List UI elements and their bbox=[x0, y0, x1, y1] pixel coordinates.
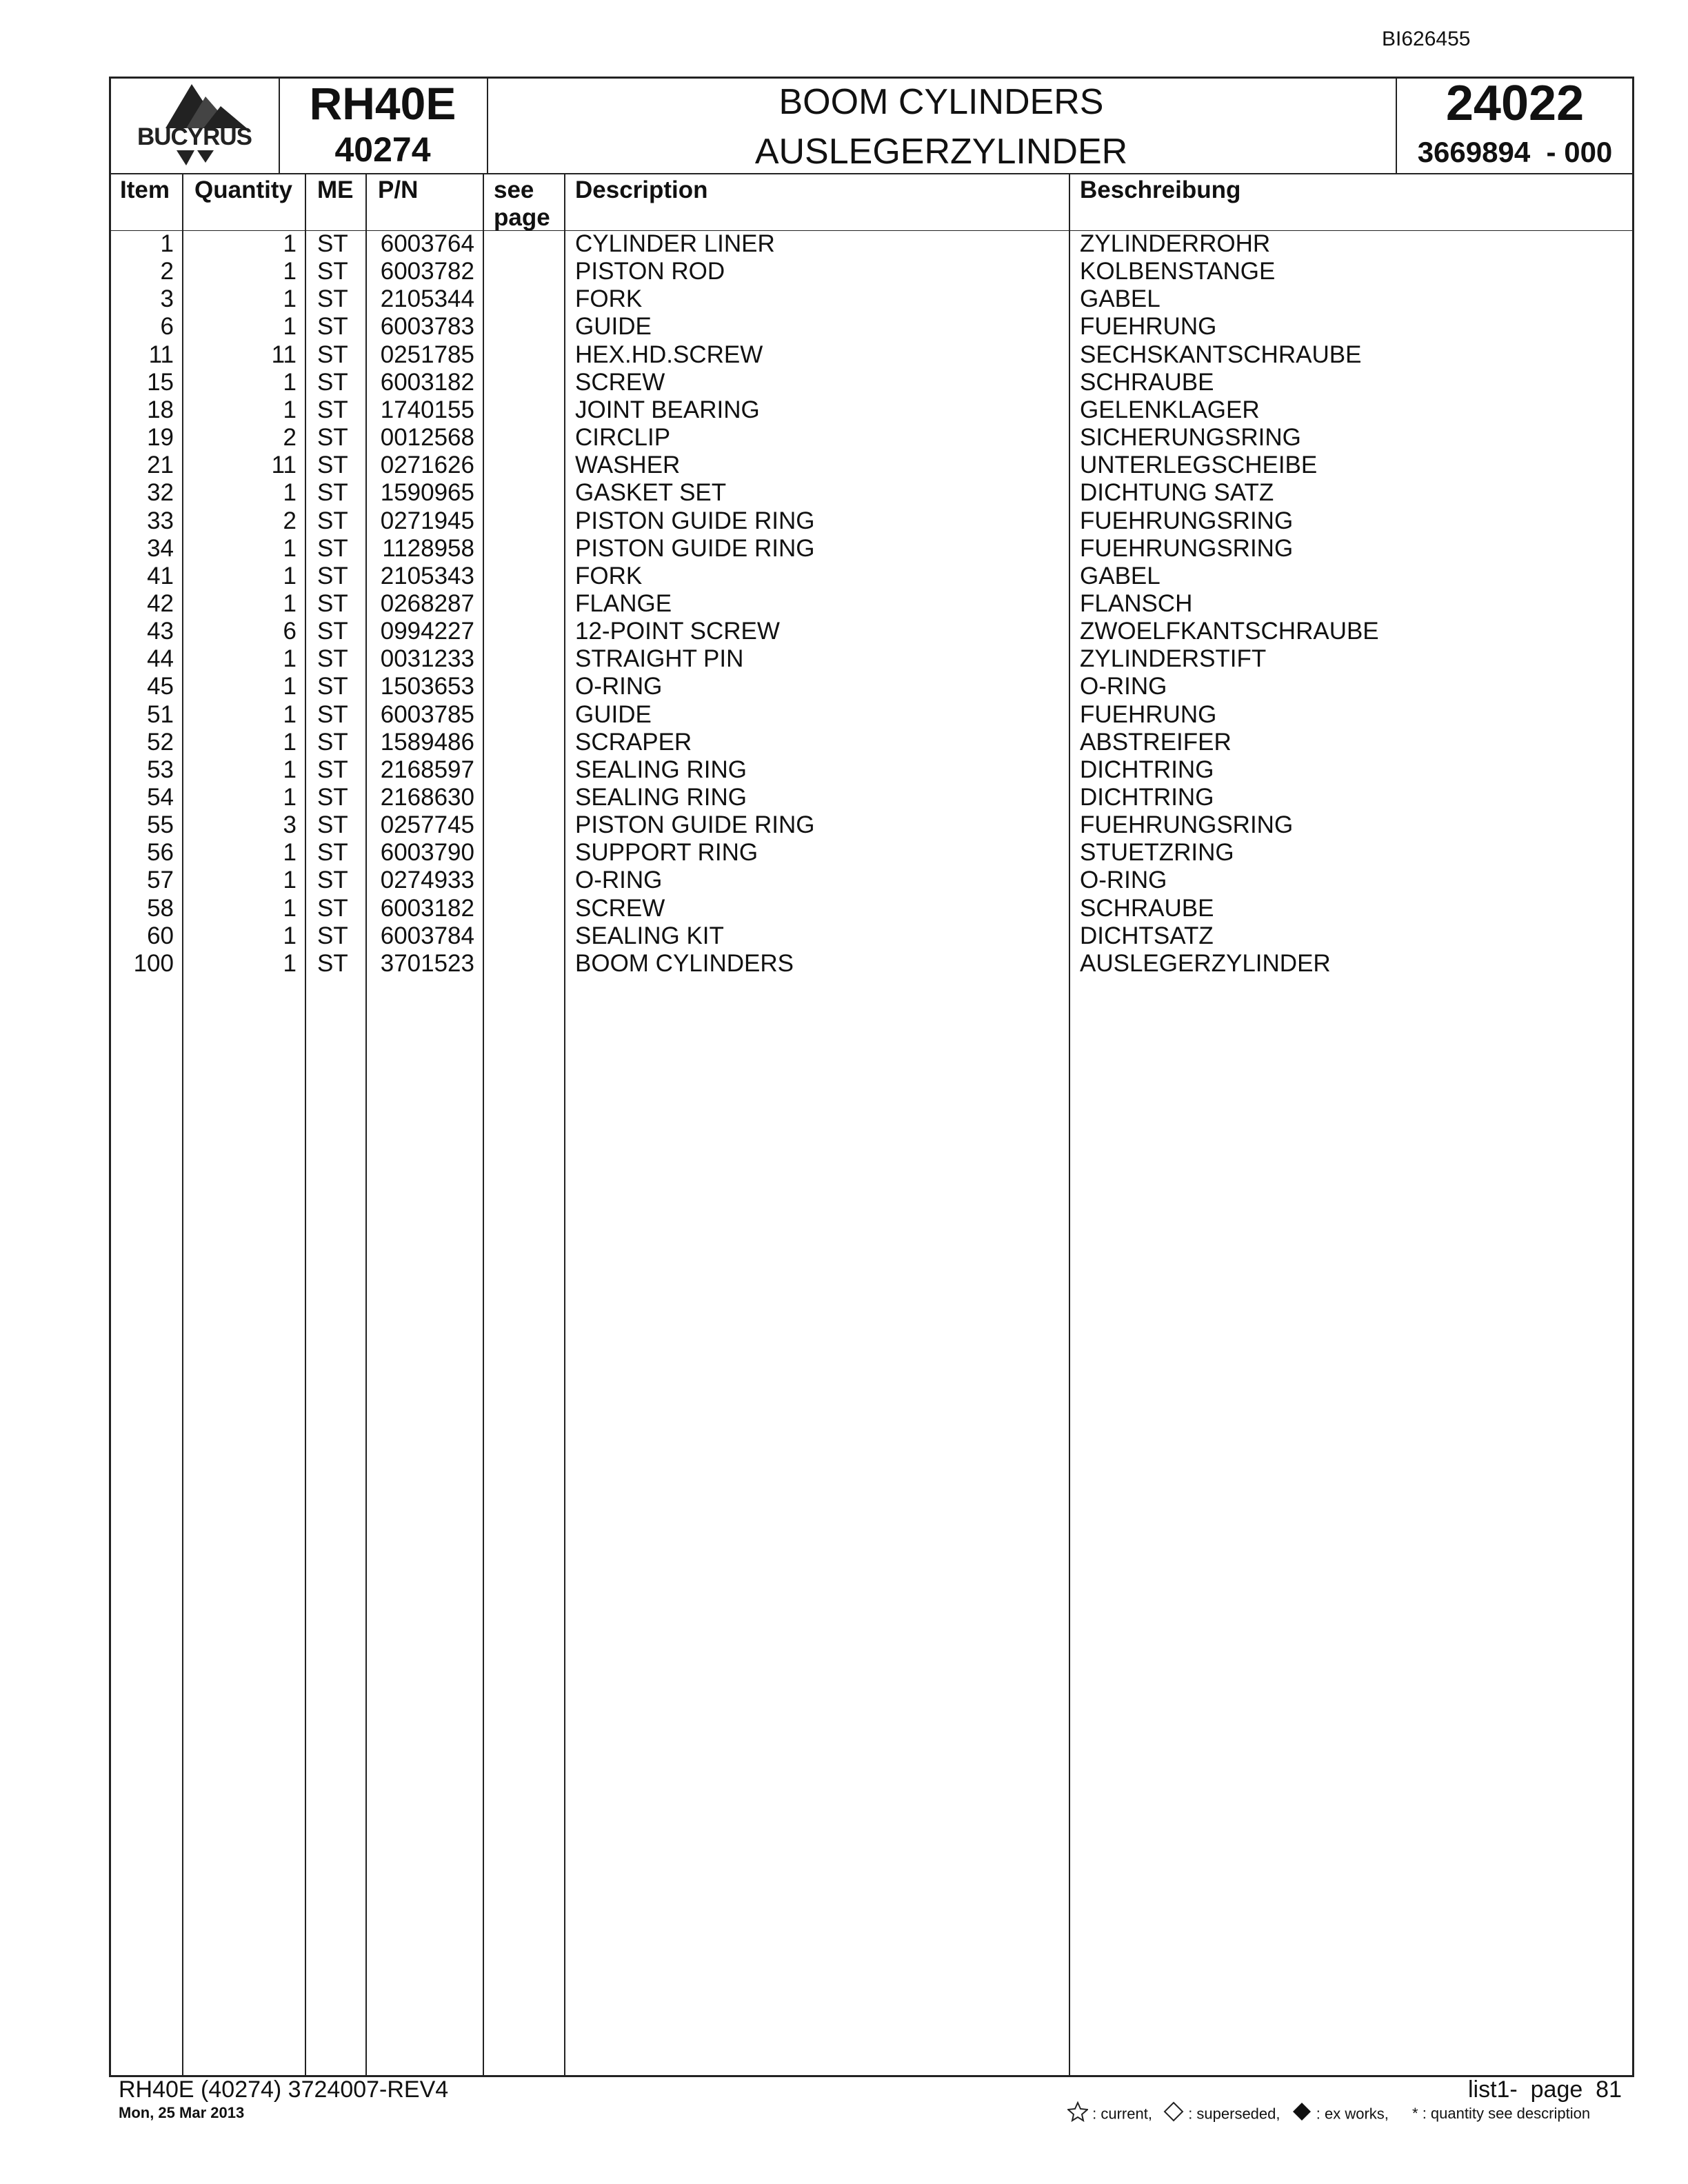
cell-quantity: 1 bbox=[283, 867, 297, 894]
cell-description: SCREW bbox=[575, 368, 665, 396]
cell-me: ST bbox=[317, 507, 348, 534]
cell-me: ST bbox=[317, 728, 348, 756]
cell-quantity: 11 bbox=[271, 341, 297, 368]
cell-description: SUPPORT RING bbox=[575, 839, 758, 867]
cell-me: ST bbox=[317, 811, 348, 839]
cell-me: ST bbox=[317, 562, 348, 589]
cell-description: BOOM CYLINDERS bbox=[575, 949, 794, 977]
cell-item: 33 bbox=[147, 507, 174, 534]
cell-description: CIRCLIP bbox=[575, 424, 671, 452]
cell-pn: 6003764 bbox=[380, 230, 474, 257]
cell-pn: 6003784 bbox=[380, 922, 474, 949]
cell-description: HEX.HD.SCREW bbox=[575, 341, 763, 368]
cell-beschreibung: AUSLEGERZYLINDER bbox=[1080, 949, 1331, 977]
cell-item: 53 bbox=[147, 756, 174, 783]
cell-beschreibung: DICHTRING bbox=[1080, 756, 1214, 783]
cell-item: 60 bbox=[147, 922, 174, 949]
cell-item: 19 bbox=[147, 424, 174, 452]
cell-quantity: 1 bbox=[283, 589, 297, 617]
cell-quantity: 1 bbox=[283, 839, 297, 867]
column-header-beschreibung: Beschreibung bbox=[1080, 176, 1241, 203]
cell-item: 100 bbox=[133, 949, 174, 977]
cell-quantity: 1 bbox=[283, 230, 297, 257]
cell-beschreibung: ZYLINDERSTIFT bbox=[1080, 645, 1267, 673]
cell-beschreibung: UNTERLEGSCHEIBE bbox=[1080, 452, 1318, 479]
cell-description: FLANGE bbox=[575, 589, 672, 617]
cell-description: PISTON ROD bbox=[575, 258, 725, 285]
cell-me: ST bbox=[317, 894, 348, 922]
cell-me: ST bbox=[317, 922, 348, 949]
cell-me: ST bbox=[317, 673, 348, 700]
cell-beschreibung: O-RING bbox=[1080, 673, 1167, 700]
cell-quantity: 11 bbox=[271, 452, 297, 479]
cell-me: ST bbox=[317, 589, 348, 617]
cell-pn: 3701523 bbox=[380, 949, 474, 977]
column-header-see-page: see bbox=[494, 176, 534, 203]
cell-beschreibung: SICHERUNGSRING bbox=[1080, 424, 1301, 452]
cell-me: ST bbox=[317, 452, 348, 479]
cell-description: 12-POINT SCREW bbox=[575, 618, 780, 645]
cell-pn: 0031233 bbox=[380, 645, 474, 673]
cell-quantity: 1 bbox=[283, 562, 297, 589]
cell-quantity: 1 bbox=[283, 534, 297, 562]
cell-quantity: 2 bbox=[283, 507, 297, 534]
cell-quantity: 1 bbox=[283, 784, 297, 811]
cell-beschreibung: ZWOELFKANTSCHRAUBE bbox=[1080, 618, 1379, 645]
cell-item: 51 bbox=[147, 700, 174, 728]
cell-quantity: 1 bbox=[283, 728, 297, 756]
cell-description: PISTON GUIDE RING bbox=[575, 507, 815, 534]
cell-beschreibung: FUEHRUNG bbox=[1080, 313, 1217, 341]
cell-description: O-RING bbox=[575, 673, 663, 700]
cell-quantity: 1 bbox=[283, 922, 297, 949]
cell-item: 2 bbox=[160, 258, 174, 285]
cell-description: SCREW bbox=[575, 894, 665, 922]
cell-item: 6 bbox=[160, 313, 174, 341]
cell-description: SEALING RING bbox=[575, 756, 747, 783]
cell-item: 44 bbox=[147, 645, 174, 673]
cell-me: ST bbox=[317, 424, 348, 452]
cell-pn: 0012568 bbox=[380, 424, 474, 452]
column-divider bbox=[305, 173, 306, 2077]
cell-description: GASKET SET bbox=[575, 479, 727, 507]
cell-description: PISTON GUIDE RING bbox=[575, 811, 815, 839]
cell-quantity: 1 bbox=[283, 700, 297, 728]
cell-me: ST bbox=[317, 230, 348, 257]
cell-pn: 1128958 bbox=[382, 534, 474, 562]
cell-description: GUIDE bbox=[575, 700, 652, 728]
cell-description: PISTON GUIDE RING bbox=[575, 534, 815, 562]
cell-beschreibung: SCHRAUBE bbox=[1080, 368, 1214, 396]
cell-pn: 0251785 bbox=[380, 341, 474, 368]
cell-quantity: 1 bbox=[283, 673, 297, 700]
cell-quantity: 1 bbox=[283, 396, 297, 423]
cell-beschreibung: FLANSCH bbox=[1080, 589, 1193, 617]
cell-description: SEALING KIT bbox=[575, 922, 724, 949]
cell-beschreibung: DICHTSATZ bbox=[1080, 922, 1214, 949]
cell-beschreibung: SCHRAUBE bbox=[1080, 894, 1214, 922]
cell-pn: 0268287 bbox=[380, 589, 474, 617]
cell-beschreibung: SECHSKANTSCHRAUBE bbox=[1080, 341, 1362, 368]
cell-quantity: 1 bbox=[283, 645, 297, 673]
cell-pn: 6003182 bbox=[380, 368, 474, 396]
cell-item: 43 bbox=[147, 618, 174, 645]
cell-me: ST bbox=[317, 285, 348, 313]
diamond-filled-icon bbox=[1292, 2101, 1312, 2128]
footer-date: Mon, 25 Mar 2013 bbox=[119, 2104, 245, 2121]
cell-pn: 6003182 bbox=[380, 894, 474, 922]
cell-item: 11 bbox=[148, 341, 174, 368]
svg-text:BUCYRUS: BUCYRUS bbox=[137, 123, 252, 150]
footer-legend bbox=[1067, 2101, 1590, 2128]
cell-me: ST bbox=[317, 645, 348, 673]
cell-item: 56 bbox=[147, 839, 174, 867]
cell-pn: 0274933 bbox=[380, 867, 474, 894]
cell-item: 1 bbox=[160, 230, 174, 257]
cell-item: 52 bbox=[147, 728, 174, 756]
cell-me: ST bbox=[317, 479, 348, 507]
part-reference: 3669894 - 000 bbox=[1417, 136, 1613, 168]
cell-pn: 6003782 bbox=[380, 258, 474, 285]
cell-quantity: 1 bbox=[283, 756, 297, 783]
cell-pn: 2168597 bbox=[380, 756, 474, 783]
cell-pn: 2105344 bbox=[380, 285, 474, 313]
cell-pn: 2168630 bbox=[380, 784, 474, 811]
cell-me: ST bbox=[317, 368, 348, 396]
cell-beschreibung: ZYLINDERROHR bbox=[1080, 230, 1271, 257]
cell-description: JOINT BEARING bbox=[575, 396, 760, 423]
cell-me: ST bbox=[317, 784, 348, 811]
cell-beschreibung: STUETZRING bbox=[1080, 839, 1234, 867]
cell-me: ST bbox=[317, 839, 348, 867]
star-outline-icon bbox=[1067, 2101, 1088, 2128]
cell-item: 41 bbox=[147, 562, 174, 589]
cell-beschreibung: FUEHRUNG bbox=[1080, 700, 1217, 728]
cell-me: ST bbox=[317, 867, 348, 894]
column-divider bbox=[1069, 173, 1070, 2077]
cell-quantity: 1 bbox=[283, 313, 297, 341]
cell-item: 21 bbox=[147, 452, 174, 479]
page-title-de: AUSLEGERZYLINDER bbox=[754, 132, 1128, 172]
cell-beschreibung: FUEHRUNGSRING bbox=[1080, 507, 1294, 534]
column-divider bbox=[483, 173, 484, 2077]
cell-beschreibung: GELENKLAGER bbox=[1080, 396, 1260, 423]
column-divider bbox=[564, 173, 565, 2077]
cell-pn: 6003783 bbox=[380, 313, 474, 341]
cell-description: FORK bbox=[575, 285, 643, 313]
cell-item: 3 bbox=[160, 285, 174, 313]
serial-number: 40274 bbox=[334, 130, 431, 169]
column-header-description: Description bbox=[575, 176, 708, 203]
cell-pn: 0257745 bbox=[380, 811, 474, 839]
column-header-item: Item bbox=[120, 176, 170, 203]
cell-item: 34 bbox=[147, 534, 174, 562]
column-header-quantity: Quantity bbox=[194, 176, 292, 203]
cell-pn: 0994227 bbox=[380, 618, 474, 645]
footer-page-label: list1- page 81 bbox=[1467, 2076, 1622, 2103]
cell-beschreibung: KOLBENSTANGE bbox=[1080, 258, 1276, 285]
cell-item: 42 bbox=[147, 589, 174, 617]
cell-quantity: 1 bbox=[283, 894, 297, 922]
cell-description: O-RING bbox=[575, 867, 663, 894]
column-divider bbox=[365, 173, 367, 2077]
cell-description: GUIDE bbox=[575, 313, 652, 341]
cell-beschreibung: GABEL bbox=[1080, 562, 1160, 589]
cell-me: ST bbox=[317, 341, 348, 368]
cell-me: ST bbox=[317, 700, 348, 728]
cell-me: ST bbox=[317, 949, 348, 977]
cell-description: FORK bbox=[575, 562, 643, 589]
cell-beschreibung: DICHTUNG SATZ bbox=[1080, 479, 1274, 507]
cell-pn: 6003785 bbox=[380, 700, 474, 728]
cell-pn: 1589486 bbox=[380, 728, 474, 756]
cell-description: SEALING RING bbox=[575, 784, 747, 811]
bucyrus-logo bbox=[117, 79, 272, 171]
cell-item: 55 bbox=[147, 811, 174, 839]
cell-quantity: 1 bbox=[283, 479, 297, 507]
group-number: 24022 bbox=[1445, 76, 1585, 131]
cell-pn: 1590965 bbox=[380, 479, 474, 507]
diamond-outline-icon bbox=[1163, 2101, 1184, 2128]
header-bottom-rule bbox=[109, 173, 1634, 174]
cell-pn: 1740155 bbox=[380, 396, 474, 423]
cell-item: 32 bbox=[147, 479, 174, 507]
cell-item: 58 bbox=[147, 894, 174, 922]
column-header-see-page: page bbox=[494, 204, 550, 231]
column-divider bbox=[182, 173, 183, 2077]
cell-beschreibung: FUEHRUNGSRING bbox=[1080, 811, 1294, 839]
cell-me: ST bbox=[317, 756, 348, 783]
legend-ex-works: : ex works, bbox=[1316, 2105, 1389, 2123]
document-id: BI626455 bbox=[1382, 28, 1471, 50]
cell-beschreibung: ABSTREIFER bbox=[1080, 728, 1232, 756]
cell-quantity: 1 bbox=[283, 258, 297, 285]
cell-quantity: 1 bbox=[283, 368, 297, 396]
cell-me: ST bbox=[317, 396, 348, 423]
cell-me: ST bbox=[317, 258, 348, 285]
cell-quantity: 1 bbox=[283, 285, 297, 313]
column-header-pn: P/N bbox=[378, 176, 419, 203]
cell-beschreibung: DICHTRING bbox=[1080, 784, 1214, 811]
cell-item: 57 bbox=[147, 867, 174, 894]
cell-me: ST bbox=[317, 534, 348, 562]
cell-description: CYLINDER LINER bbox=[575, 230, 775, 257]
cell-quantity: 6 bbox=[283, 618, 297, 645]
legend-superseded: : superseded, bbox=[1188, 2105, 1280, 2123]
cell-description: STRAIGHT PIN bbox=[575, 645, 744, 673]
cell-pn: 0271626 bbox=[380, 452, 474, 479]
cell-item: 18 bbox=[147, 396, 174, 423]
page-title-en: BOOM CYLINDERS bbox=[778, 82, 1104, 122]
cell-quantity: 2 bbox=[283, 424, 297, 452]
cell-pn: 1503653 bbox=[380, 673, 474, 700]
cell-me: ST bbox=[317, 618, 348, 645]
cell-beschreibung: GABEL bbox=[1080, 285, 1160, 313]
cell-pn: 6003790 bbox=[380, 839, 474, 867]
cell-item: 15 bbox=[147, 368, 174, 396]
legend-current: : current, bbox=[1092, 2105, 1152, 2123]
legend-quantity: * : quantity see description bbox=[1412, 2105, 1591, 2123]
cell-beschreibung: O-RING bbox=[1080, 867, 1167, 894]
cell-pn: 2105343 bbox=[380, 562, 474, 589]
cell-description: SCRAPER bbox=[575, 728, 692, 756]
cell-quantity: 3 bbox=[283, 811, 297, 839]
cell-beschreibung: FUEHRUNGSRING bbox=[1080, 534, 1294, 562]
cell-quantity: 1 bbox=[283, 949, 297, 977]
model-number: RH40E bbox=[309, 78, 456, 129]
footer-doc-ref: RH40E (40274) 3724007-REV4 bbox=[119, 2076, 449, 2103]
cell-description: WASHER bbox=[575, 452, 681, 479]
column-header-me: ME bbox=[317, 176, 354, 203]
cell-pn: 0271945 bbox=[380, 507, 474, 534]
cell-me: ST bbox=[317, 313, 348, 341]
cell-item: 45 bbox=[147, 673, 174, 700]
cell-item: 54 bbox=[147, 784, 174, 811]
